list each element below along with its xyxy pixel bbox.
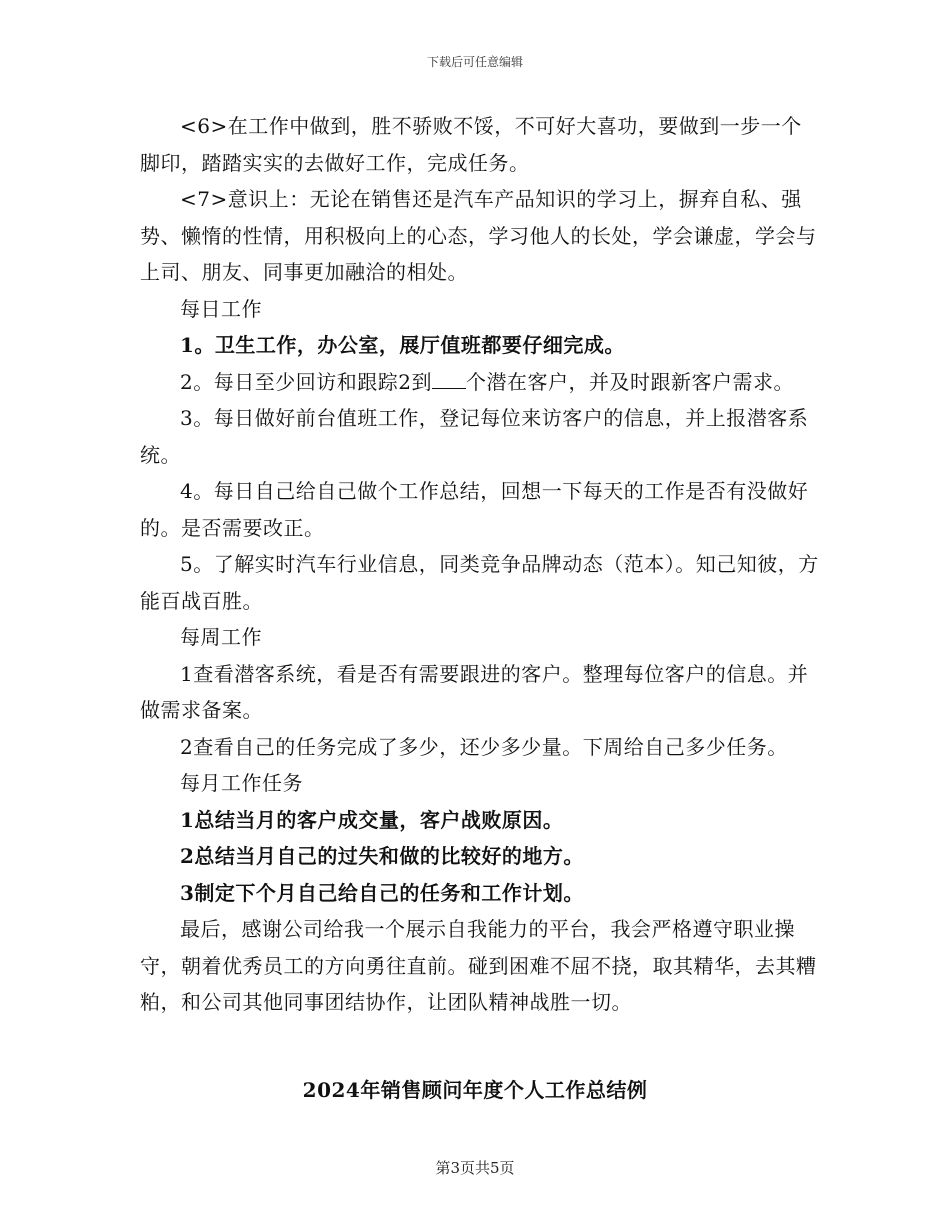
heading-weekly-work: 每周工作 [180, 625, 262, 649]
daily-item-1: 1。卫生工作，办公室，展厅值班都要仔细完成。 [180, 333, 625, 357]
weekly-item-1: 1查看潜客系统，看是否有需要跟进的客户。整理每位客户的信息。并做需求备案。 [140, 661, 809, 722]
weekly-item-2: 2查看自己的任务完成了多少，还少多少量。下周给自己多少任务。 [180, 734, 788, 759]
daily-item-3: 3。每日做好前台值班工作，登记每位来访客户的信息，并上报潜客系统。 [140, 406, 809, 467]
heading-monthly-tasks: 每月工作任务 [180, 771, 303, 795]
daily-item-2-after: 个潜在客户，并及时跟新客户需求。 [465, 369, 794, 394]
section-title: 2024年销售顾问年度个人工作总结例 [302, 1078, 648, 1102]
paragraph-6: <6>在工作中做到，胜不骄败不馁，不可好大喜功，要做到一步一个脚印，踏踏实实的去做好工作，完成任务。 [140, 114, 802, 175]
fill-blank [432, 370, 466, 389]
daily-item-4: 4。每日自己给自己做个工作总结，回想一下每天的工作是否有没做好的。是否需要改正。 [140, 479, 809, 540]
monthly-item-2: 2总结当月自己的过失和做的比较好的地方。 [180, 844, 584, 868]
monthly-item-1: 1总结当月的客户成交量，客户战败原因。 [180, 807, 564, 832]
page-footer: 第3页共5页 [435, 1159, 515, 1177]
page-header: 下载后可任意编辑 [426, 55, 523, 69]
daily-item-5: 5。了解实时汽车行业信息，同类竞争品牌动态（范本）。知己知彼，方能百战百胜。 [140, 552, 819, 613]
heading-daily-work: 每日工作 [180, 296, 262, 321]
daily-item-2 [140, 364, 820, 401]
document-body [140, 108, 820, 1021]
closing-paragraph: 最后，感谢公司给我一个展示自我能力的平台，我会严格遵守职业操守，朝着优秀员工的方向勇往直前。碰到困难不屈不挠，取其精华，去其糟粕，和公司其他同事团结协作，让团队精神战胜一切。 [140, 917, 817, 1014]
paragraph-7: <7>意识上：无论在销售还是汽车产品知识的学习上，摒弃自私、强势、懒惰的性情，用积极向上的心态，学习他人的长处，学会谦虚，学会与上司、朋友、同事更加融洽的相处。 [140, 187, 817, 284]
monthly-item-3: 3制定下个月自己给自己的任务和工作计划。 [180, 880, 584, 905]
daily-item-2-before: 2。每日至少回访和跟踪2到 [180, 369, 432, 394]
